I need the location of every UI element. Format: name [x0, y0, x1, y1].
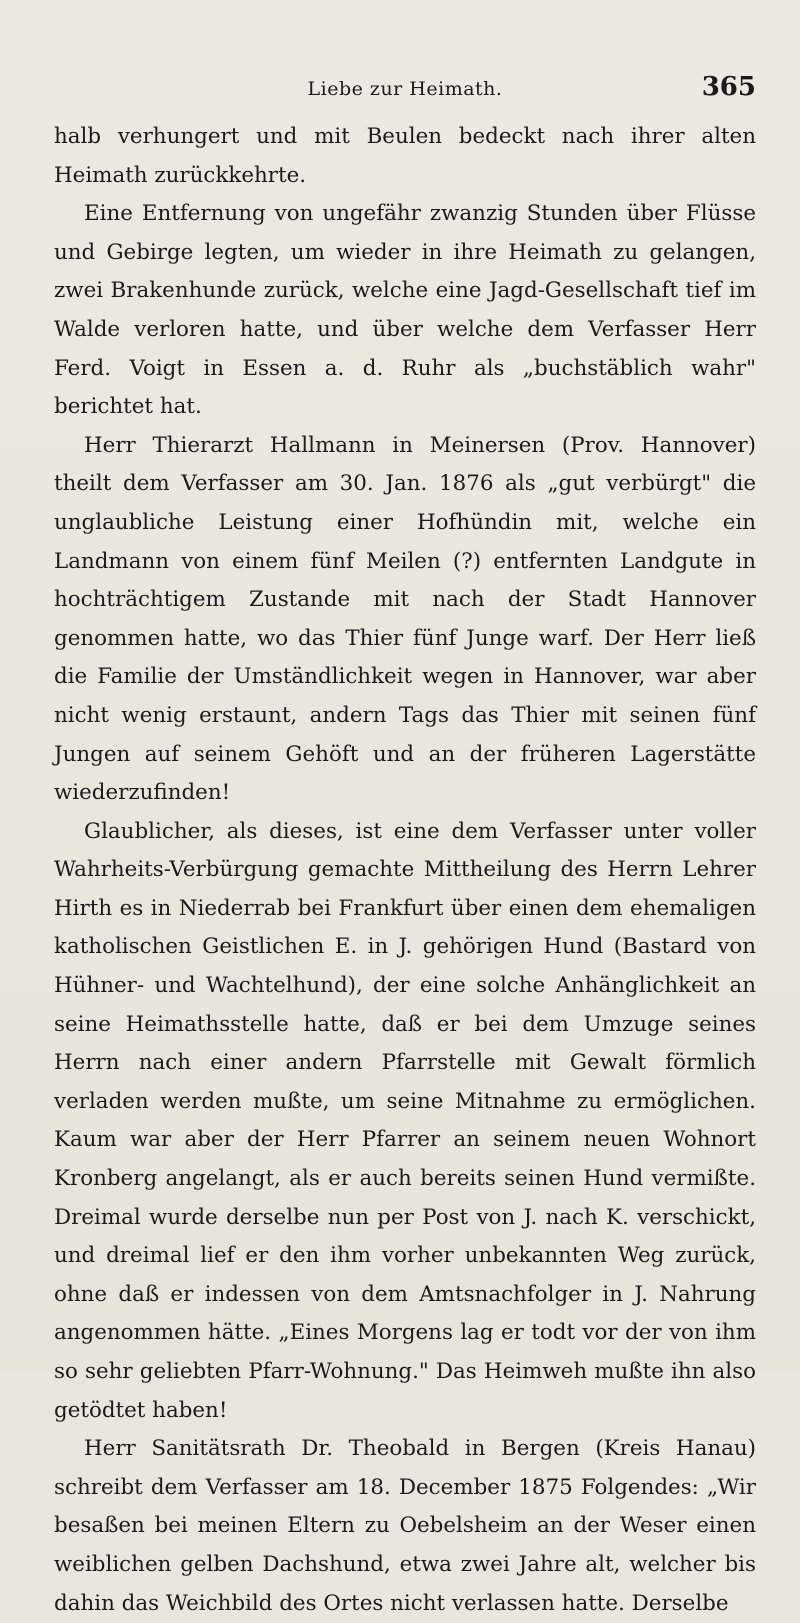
page-header — [54, 48, 756, 102]
paragraph-dachshund: Herr Sanitätsrath Dr. Theobald in Bergen (Kreis Hanau) schreibt dem Verfasser am 18. December 1875 Folgendes: „Wir besaßen bei meinen Eltern zu Oebelsheim an der Weser einen weiblichen gelben Dachshund, etwa zwei Jahre alt, welcher bis dahin das Weichbild des Ortes nicht verlassen hatte. Derselbe — [54, 1436, 756, 1616]
paragraph-continuation: halb verhungert und mit Beulen bedeckt nach ihrer alten Heimath zurückkehrte. — [54, 124, 756, 188]
paragraph-pfarrhund: Glaublicher, als dieses, ist eine dem Verfasser unter voller Wahrheits-Verbürgung gemachte Mittheilung des Herrn Lehrer Hirth es in Niederrab bei Frankfurt über einen dem ehemaligen katholischen Geistlichen E. in J. gehörigen Hund (Bastard von Hühner- und Wachtelhund), der eine solche Anhänglichkeit an seine Heimathsstelle hatte, daß er bei dem Umzuge seines Herrn nach einer andern Pfarrstelle mit Gewalt förmlich verladen werden mußte, um seine Mitnahme zu ermöglichen. Kaum war aber der Herr Pfarrer an seinem neuen Wohnort Kronberg angelangt, als er auch bereits seinen Hund vermißte. Dreimal wurde derselbe nun per Post von J. nach K. verschickt, und dreimal lief er den ihm vorher unbekannten Weg zurück, ohne daß er indessen von dem Amtsnachfolger in J. Nahrung angenommen hätte. „Eines Morgens lag er todt vor der von ihm so sehr geliebten Pfarr-Wohnung." Das Heimweh mußte ihn also getödtet haben! — [54, 818, 756, 1423]
page-number: 365 — [701, 72, 756, 102]
body-text — [54, 118, 756, 1623]
running-title: Liebe zur Heimath. — [307, 78, 503, 100]
paragraph-hofhuendin: Herr Thierarzt Hallmann in Meinersen (Prov. Hannover) theilt dem Verfasser am 30. Jan. 1876 als „gut verbürgt" die unglaubliche Leistung einer Hofhündin mit, welche ein Landmann von einem fünf Meilen (?) entfernten Landgute in hochträchtigem Zustande mit nach der Stadt Hannover genommen hatte, wo das Thier fünf Junge warf. Der Herr ließ die Familie der Umständlichkeit wegen in Hannover, war aber nicht wenig erstaunt, andern Tags das Thier mit seinen fünf Jungen auf seinem Gehöft und an der früheren Lagerstätte wiederzufinden! — [54, 432, 756, 806]
paragraph-brakenhunde: Eine Entfernung von ungefähr zwanzig Stunden über Flüsse und Gebirge legten, um wieder in ihre Heimath zu gelangen, zwei Brakenhunde zurück, welche eine Jagd-Gesellschaft tief im Walde verloren hatte, und über welche dem Verfasser Herr Ferd. Voigt in Essen a. d. Ruhr als „buchstäblich wahr" berichtet hat. — [54, 201, 756, 420]
